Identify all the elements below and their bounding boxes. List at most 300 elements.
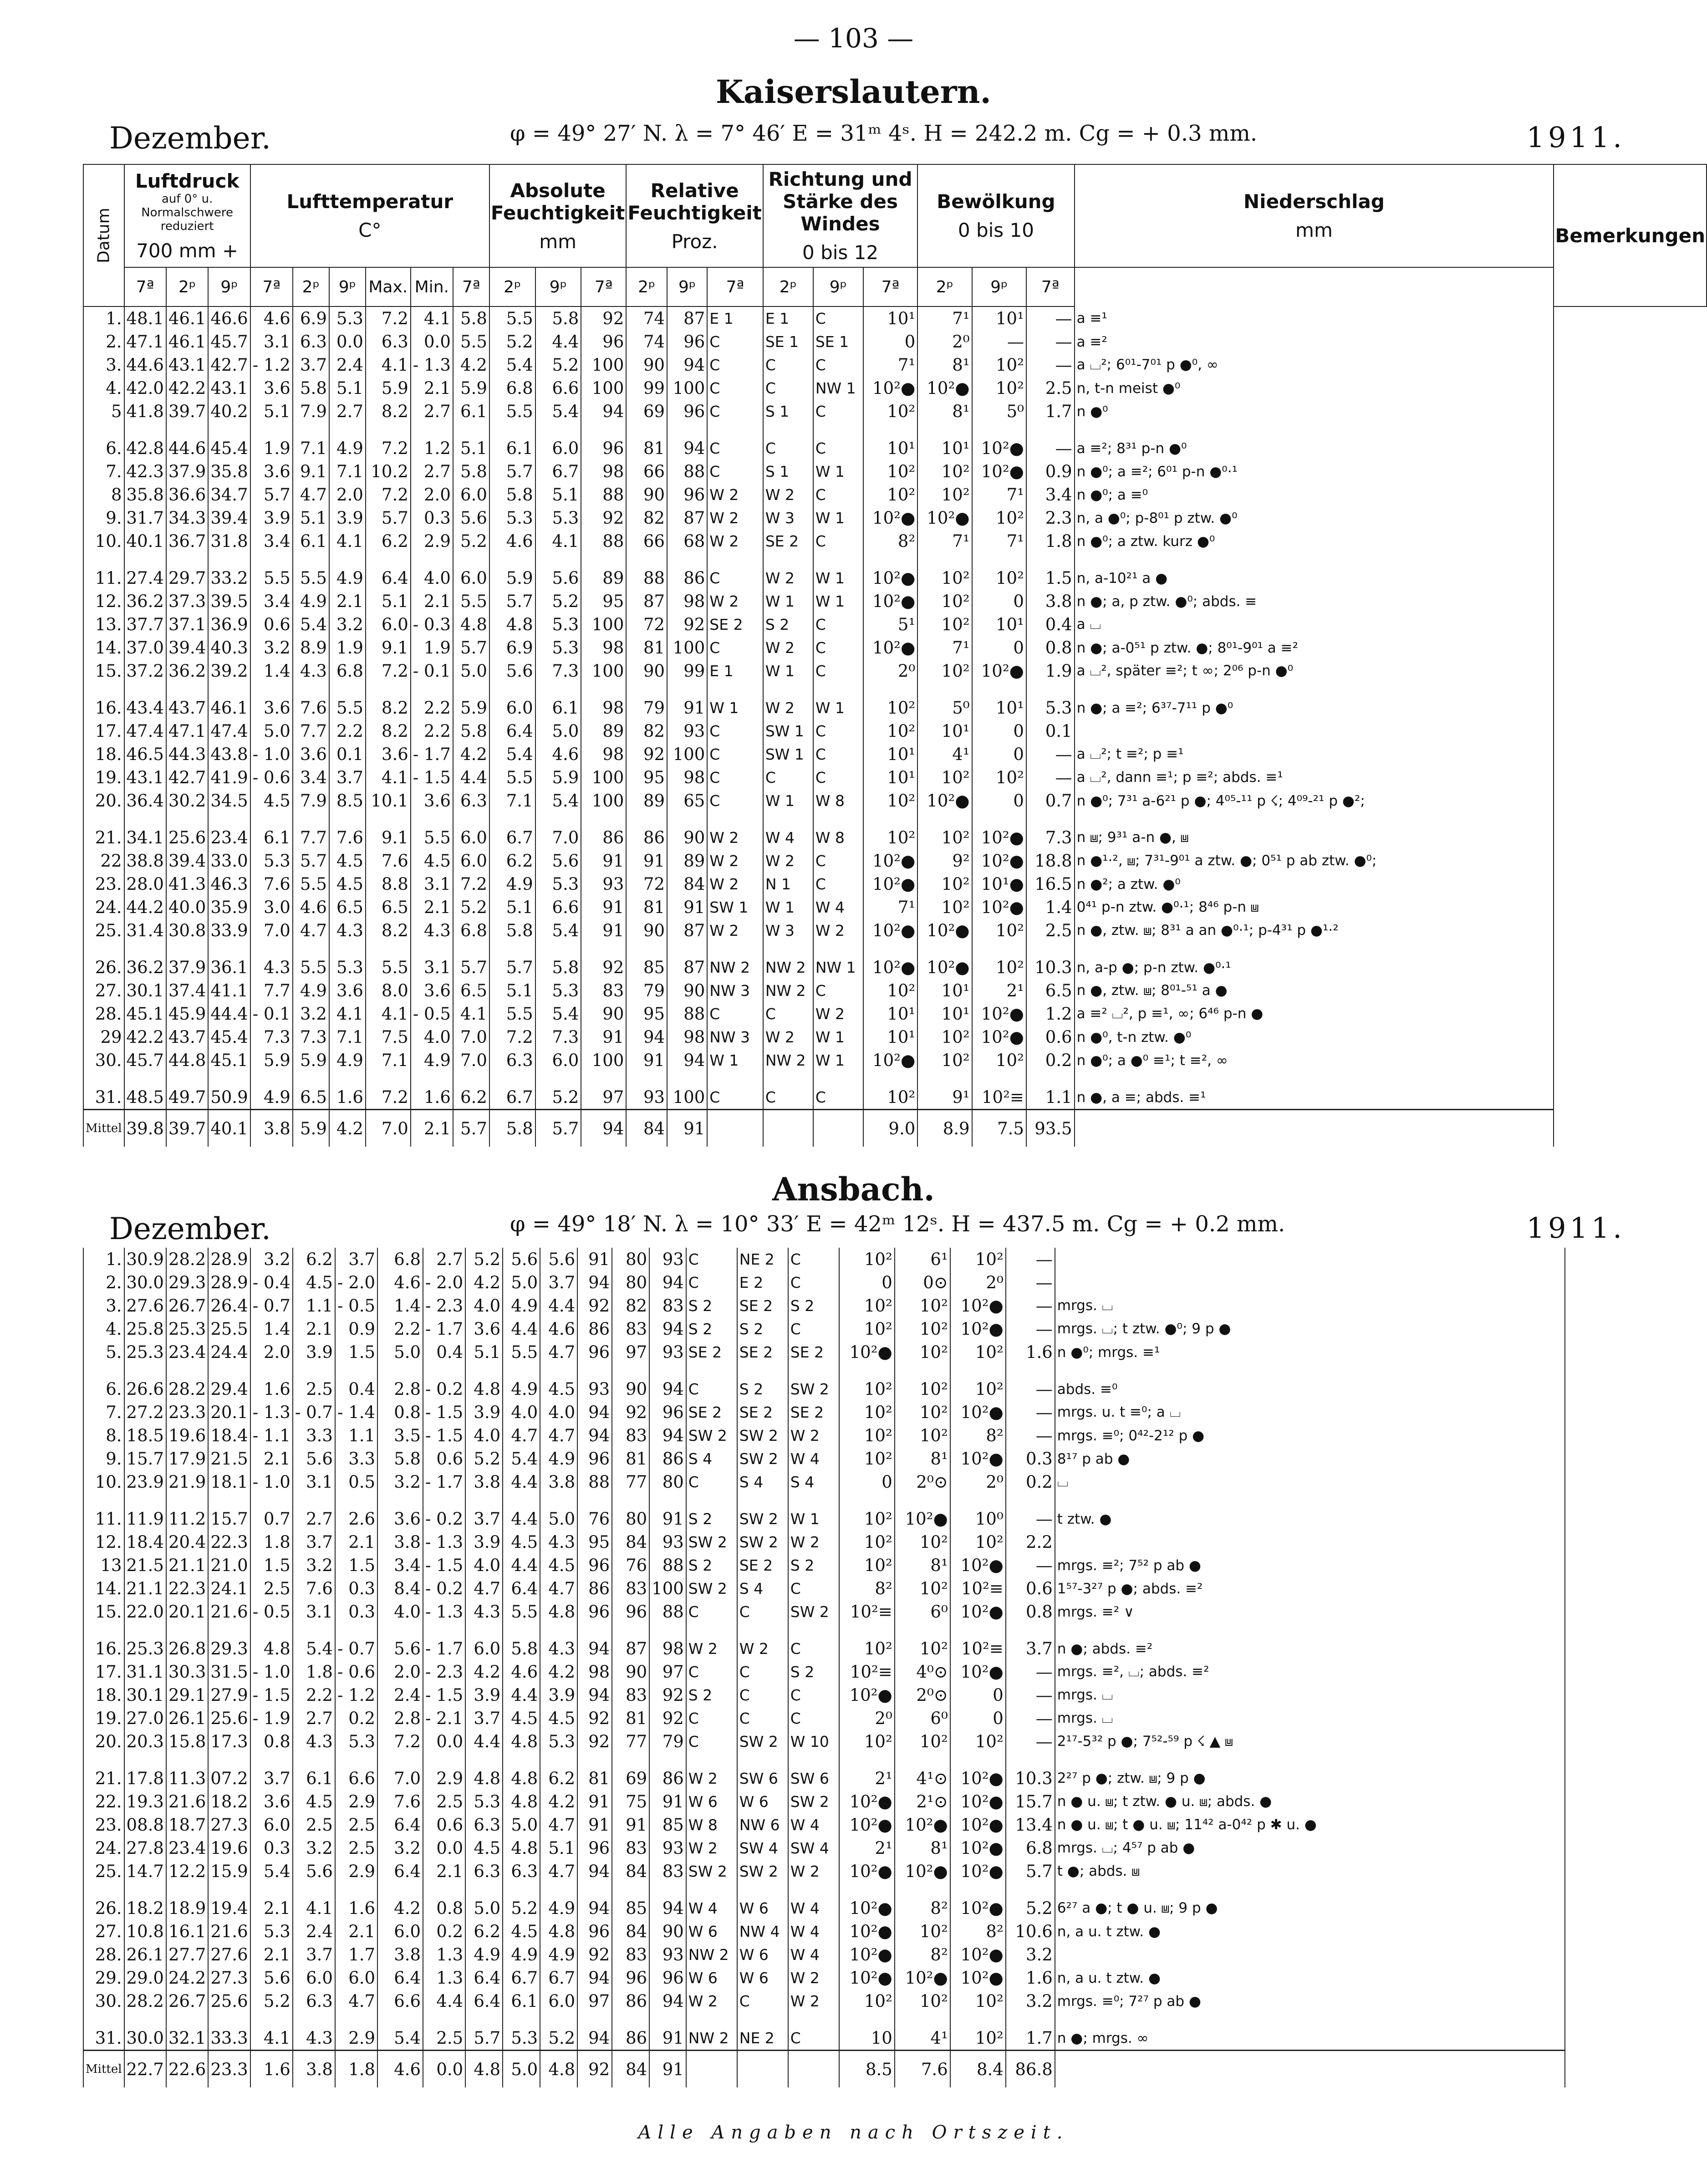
group-title: Bewölkung — [937, 190, 1055, 213]
table-cell: C — [813, 766, 863, 789]
table-cell: 86 — [612, 2026, 649, 2051]
table-cell: 7. — [83, 460, 124, 483]
table-cell: 4.3 — [411, 919, 453, 942]
table-cell: C — [686, 1271, 737, 1294]
table-cell: 10.6 — [1006, 1920, 1055, 1943]
spacer-cell — [788, 1883, 839, 1897]
table-cell: 5.8 — [535, 956, 581, 979]
table-cell: 21.9 — [166, 1470, 208, 1494]
table-cell: 66 — [626, 530, 667, 553]
table-cell: 5.7 — [489, 590, 535, 613]
table-cell: 88 — [626, 566, 667, 590]
table-cell: W 1 — [707, 696, 763, 719]
table-cell: 5.2 — [1006, 1897, 1055, 1920]
table-cell: 91 — [649, 1790, 686, 1813]
table-cell: W 2 — [737, 1637, 788, 1660]
table-cell: 5.5 — [411, 826, 453, 849]
table-cell: 4.4 — [453, 766, 489, 789]
table-cell: 18. — [83, 743, 124, 766]
table-cell: 3.6 — [250, 1790, 293, 1813]
table-cell: 90 — [667, 979, 707, 1002]
table-cell: 6.4 — [465, 1966, 503, 1990]
table-cell: 1.6 — [411, 1086, 453, 1110]
spacer-cell — [612, 1753, 649, 1767]
table-cell: 4.5 — [293, 1790, 335, 1813]
table-cell: 6.1 — [293, 530, 329, 553]
spacer-cell — [489, 553, 535, 566]
mittel-label: Mittel — [83, 1110, 124, 1147]
table-cell: W 2 — [686, 1767, 737, 1790]
table-cell: 89 — [581, 719, 626, 743]
table-cell: 9.1 — [366, 826, 411, 849]
table-cell: 5.5 — [293, 956, 329, 979]
table-cell: 10²● — [950, 1600, 1006, 1623]
table-cell: 4.9 — [503, 1294, 540, 1317]
table-cell: 1.1 — [335, 1424, 377, 1447]
table-cell: 10. — [83, 1470, 124, 1494]
table-cell: 7.6 — [377, 1790, 423, 1813]
table-cell: 100 — [581, 613, 626, 636]
table-cell: 83 — [612, 1424, 649, 1447]
table-cell: C — [707, 743, 763, 766]
table-cell: n ● u. ⩏; t ztw. ● u. ⩏; abds. ● — [1055, 1790, 1565, 1813]
table-row — [83, 1660, 1565, 1684]
table-cell: 30.3 — [166, 1660, 208, 1684]
table-cell: 10² — [863, 696, 917, 719]
spacer-cell — [763, 812, 813, 826]
spacer-cell — [535, 942, 581, 956]
spacer-cell — [250, 423, 293, 437]
table-cell: 7.2 — [377, 1730, 423, 1753]
table-cell: SE 2 — [737, 1294, 788, 1317]
table-cell: 10² — [895, 1294, 950, 1317]
spacer-cell — [208, 1753, 250, 1767]
table-cell: 95 — [626, 1002, 667, 1026]
spacer-cell — [293, 1364, 335, 1378]
table-cell: 5.6 — [535, 566, 581, 590]
table-cell: 10²● — [950, 1401, 1006, 1424]
table-row — [83, 1447, 1565, 1470]
table-row — [83, 1707, 1565, 1730]
table-cell: 10² — [839, 1531, 895, 1554]
table-cell: 5.4 — [489, 353, 535, 377]
table-cell: 5.6 — [377, 1637, 423, 1660]
table-cell: SE 2 — [788, 1341, 839, 1364]
table-cell: 30.2 — [166, 789, 208, 812]
table-cell: 6.0 — [453, 826, 489, 849]
table-cell: 28.2 — [166, 1378, 208, 1401]
table-cell: 3.3 — [293, 1424, 335, 1447]
table-cell: 10²● — [972, 826, 1026, 849]
spacer-cell — [250, 1623, 293, 1637]
spacer-cell — [649, 1494, 686, 1507]
table-cell: 7¹ — [917, 530, 972, 553]
table-cell: 1.6 — [329, 1086, 366, 1110]
table-cell: 96 — [577, 1341, 612, 1364]
table-cell: 11.3 — [166, 1767, 208, 1790]
table-row — [83, 1730, 1565, 1753]
table-row — [83, 1684, 1565, 1707]
table-cell: 0.6 — [250, 613, 293, 636]
table-cell: 19. — [83, 1707, 124, 1730]
page-number: — 103 — — [793, 23, 914, 54]
spacer-cell — [788, 1623, 839, 1637]
table-cell: 0.2 — [423, 1920, 465, 1943]
table-cell: 8² — [839, 1577, 895, 1600]
table-cell: 81 — [612, 1447, 649, 1470]
table-cell: 10² — [839, 1294, 895, 1317]
table-cell: 94 — [577, 1271, 612, 1294]
table-cell: 2⁰ — [950, 1271, 1006, 1294]
table-cell: n, t-n meist ●⁰ — [1075, 377, 1554, 400]
table-row — [83, 353, 1707, 377]
table-cell: - 0.7 — [250, 1294, 293, 1317]
table-row — [83, 719, 1707, 743]
table-row — [83, 2026, 1565, 2051]
table-cell: 5.6 — [540, 1248, 577, 1271]
mittel-cell: 91 — [649, 2051, 686, 2088]
table-cell: 10² — [839, 1378, 895, 1401]
table-cell: — — [1006, 1317, 1055, 1341]
table-cell: 2⁰ — [950, 1470, 1006, 1494]
table-cell: 5.4 — [503, 1447, 540, 1470]
table-cell: 5.5 — [453, 590, 489, 613]
table-cell: 6.1 — [535, 696, 581, 719]
spacer-cell — [250, 1494, 293, 1507]
table-cell: 75 — [612, 1790, 649, 1813]
table-cell: 92 — [667, 613, 707, 636]
table-cell: 31.8 — [208, 530, 250, 553]
table-cell: 5.5 — [366, 956, 411, 979]
spacer-cell — [124, 1364, 166, 1378]
table-cell: n ●, a ≡; abds. ≡¹ — [1075, 1086, 1554, 1110]
spacer-cell — [917, 942, 972, 956]
table-cell: 25.8 — [124, 1317, 166, 1341]
spacer-cell — [366, 942, 411, 956]
table-cell: 1.1 — [1026, 1086, 1075, 1110]
spacer-cell — [166, 942, 208, 956]
table-cell: C — [763, 437, 813, 460]
spacer-cell — [377, 1364, 423, 1378]
spacer-cell — [208, 942, 250, 956]
table-cell: 98 — [581, 460, 626, 483]
table-cell: - 0.5 — [335, 1294, 377, 1317]
table-cell: 2¹ — [839, 1837, 895, 1860]
group-title: Luftdruck — [135, 170, 239, 192]
table-cell: 91 — [626, 849, 667, 873]
table-cell: 6.3 — [489, 1049, 535, 1072]
spacer-cell — [917, 812, 972, 826]
table-cell: 5.4 — [250, 1860, 293, 1883]
table-cell: 30.0 — [124, 2026, 166, 2051]
table-cell: 88 — [649, 1600, 686, 1623]
table-cell: — — [1026, 437, 1075, 460]
table-cell: — — [1006, 1507, 1055, 1531]
subcol-header: 2ᵖ — [763, 267, 813, 306]
table-cell: W 6 — [686, 1920, 737, 1943]
table-cell: SW 4 — [788, 1837, 839, 1860]
subcol-header: 2ᵖ — [166, 267, 208, 306]
table-cell: 3.9 — [465, 1684, 503, 1707]
table-cell: 31.7 — [124, 506, 166, 530]
table-cell: 10² — [895, 1577, 950, 1600]
table-cell: 5.4 — [293, 1637, 335, 1660]
spacer-cell — [366, 812, 411, 826]
spacer-cell — [1055, 2013, 1565, 2026]
table-cell: 4.5 — [540, 1554, 577, 1577]
table-cell: W 2 — [788, 1531, 839, 1554]
spacer-cell — [540, 1364, 577, 1378]
table-cell: 94 — [577, 1401, 612, 1424]
table-row — [83, 460, 1707, 483]
table-cell: 0.0 — [423, 1730, 465, 1753]
table-cell: 4.3 — [293, 1730, 335, 1753]
table-cell: 5.5 — [489, 1002, 535, 1026]
table-cell: 30. — [83, 1990, 124, 2013]
table-cell: 3.4 — [1026, 483, 1075, 506]
table-cell: 0 — [972, 636, 1026, 659]
table-cell: 93 — [667, 719, 707, 743]
table-cell: 2¹⊙ — [895, 1790, 950, 1813]
table-row — [83, 1507, 1565, 1531]
table-cell: 7¹ — [917, 306, 972, 330]
table-cell: C — [737, 1990, 788, 2013]
table-cell: 39.5 — [208, 590, 250, 613]
mittel-cell: 1.6 — [250, 2051, 293, 2088]
station-title: Ansbach. — [772, 1170, 935, 1208]
table-cell: 1.3 — [423, 1943, 465, 1966]
table-cell: 5.4 — [377, 2026, 423, 2051]
table-cell: 79 — [626, 696, 667, 719]
table-cell: 4.1 — [411, 306, 453, 330]
table-cell: 8.2 — [366, 400, 411, 423]
table-cell: 83 — [612, 1684, 649, 1707]
table-cell: 36.2 — [124, 956, 166, 979]
table-cell: 18.9 — [166, 1897, 208, 1920]
table-cell: t ztw. ● — [1055, 1507, 1565, 1531]
table-cell: 5.1 — [535, 483, 581, 506]
table-cell: 10²● — [950, 1966, 1006, 1990]
table-cell: 2²⁷ p ●; ztw. ⩏; 9 p ● — [1055, 1767, 1565, 1790]
table-cell: SE 2 — [788, 1401, 839, 1424]
table-cell: SE 2 — [707, 613, 763, 636]
table-cell: 3.8 — [540, 1470, 577, 1494]
spacer-cell — [737, 1753, 788, 1767]
table-cell: 5.3 — [535, 979, 581, 1002]
spacer-cell — [788, 2013, 839, 2026]
table-cell: 43.4 — [124, 696, 166, 719]
table-cell: 3.8 — [465, 1470, 503, 1494]
table-row — [83, 437, 1707, 460]
table-cell: 36.1 — [208, 956, 250, 979]
table-cell: 24. — [83, 896, 124, 919]
table-cell: 7.6 — [293, 696, 329, 719]
table-cell: 23.4 — [208, 826, 250, 849]
table-cell: 3.2 — [377, 1470, 423, 1494]
table-cell: S 2 — [737, 1378, 788, 1401]
subcol-header: 7ª — [581, 267, 626, 306]
table-cell: 5.3 — [535, 636, 581, 659]
table-cell: n ●⁰; a ●⁰ ≡¹; t ≡², ∞ — [1075, 1049, 1554, 1072]
spacer-cell — [423, 1364, 465, 1378]
table-cell: 10¹ — [917, 437, 972, 460]
table-cell: 100 — [649, 1577, 686, 1600]
table-cell: - 1.2 — [335, 1684, 377, 1707]
spacer-cell — [895, 1364, 950, 1378]
table-cell: 99 — [667, 659, 707, 683]
table-cell: 46.1 — [166, 330, 208, 353]
table-cell: 41.3 — [166, 873, 208, 896]
table-cell: 99 — [626, 377, 667, 400]
table-cell: 19.6 — [166, 1424, 208, 1447]
table-cell: 7.3 — [1026, 826, 1075, 849]
spacer-cell — [166, 1623, 208, 1637]
table-cell: 10²● — [917, 506, 972, 530]
spacer-cell — [250, 2013, 293, 2026]
month-label: Dezember. — [109, 121, 271, 156]
table-cell: a ⌴², später ≡²; t ∞; 2⁰⁶ p-n ●⁰ — [1075, 659, 1554, 683]
table-cell: 21.6 — [208, 1600, 250, 1623]
table-cell: W 2 — [707, 483, 763, 506]
group-title: Relative Feuchtigkeit — [627, 179, 762, 224]
table-cell: 65 — [667, 789, 707, 812]
table-cell: — — [1006, 1707, 1055, 1730]
table-cell: W 2 — [707, 826, 763, 849]
table-cell: NW 3 — [707, 1026, 763, 1049]
table-cell: 3.9 — [465, 1401, 503, 1424]
table-cell: 40.3 — [208, 636, 250, 659]
table-cell: 10²≡ — [972, 1086, 1026, 1110]
table-cell: 4.9 — [540, 1943, 577, 1966]
table-cell: 0.3 — [335, 1577, 377, 1600]
table-cell: 31.4 — [124, 919, 166, 942]
table-cell: 92 — [577, 1294, 612, 1317]
spacer-cell — [465, 2013, 503, 2026]
spacer-cell — [208, 1883, 250, 1897]
table-cell: S 2 — [788, 1554, 839, 1577]
table-cell: 6.0 — [535, 437, 581, 460]
table-cell: 47.4 — [208, 719, 250, 743]
table-cell: 0.8 — [1026, 636, 1075, 659]
spacer-cell — [581, 812, 626, 826]
table-cell: 18.2 — [124, 1897, 166, 1920]
mittel-cell: 91 — [667, 1110, 707, 1147]
table-cell: 1.6 — [250, 1378, 293, 1401]
table-cell: NW 2 — [686, 2026, 737, 2051]
table-cell: 6.1 — [293, 1767, 335, 1790]
spacer-cell — [423, 1623, 465, 1637]
group-title: Absolute Feuchtigkeit — [490, 179, 625, 224]
table-cell: — — [1026, 766, 1075, 789]
table-cell: 10²● — [839, 1684, 895, 1707]
table-cell: 5.4 — [535, 919, 581, 942]
spacer-cell — [293, 553, 329, 566]
spacer-cell — [124, 812, 166, 826]
spacer-cell — [293, 1883, 335, 1897]
spacer-cell — [626, 683, 667, 696]
table-cell: 93 — [581, 873, 626, 896]
table-cell: 2.5 — [293, 1813, 335, 1837]
table-cell: 4.1 — [250, 2026, 293, 2051]
table-row — [83, 1271, 1565, 1294]
table-cell: 2.2 — [329, 719, 366, 743]
table-cell: 6²⁷ a ●; t ● u. ⩏; 9 p ● — [1055, 1897, 1565, 1920]
table-cell: 86 — [577, 1317, 612, 1341]
table-cell: W 2 — [707, 873, 763, 896]
table-cell: W 6 — [737, 1790, 788, 1813]
table-cell: 37.3 — [166, 590, 208, 613]
table-cell: 68 — [667, 530, 707, 553]
table-cell: 3.1 — [293, 1600, 335, 1623]
mittel-cell: 92 — [577, 2051, 612, 2088]
table-cell: 28.9 — [208, 1248, 250, 1271]
table-cell: 84 — [612, 1860, 649, 1883]
spacer-cell — [335, 1883, 377, 1897]
spacer-cell — [813, 423, 863, 437]
table-cell: 3.7 — [293, 1531, 335, 1554]
spacer-cell — [581, 423, 626, 437]
table-cell: 77 — [612, 1470, 649, 1494]
table-cell: 29.4 — [208, 1378, 250, 1401]
table-cell: 4.8 — [540, 1920, 577, 1943]
spacer-cell — [377, 1494, 423, 1507]
table-cell: 10¹ — [863, 1002, 917, 1026]
spacer-cell — [250, 1883, 293, 1897]
table-cell: 72 — [626, 613, 667, 636]
table-cell: W 1 — [763, 590, 813, 613]
table-cell: 94 — [649, 1378, 686, 1401]
table-cell: NW 2 — [763, 979, 813, 1002]
table-cell: 2.5 — [423, 1790, 465, 1813]
table-cell: 23. — [83, 873, 124, 896]
table-cell: 39.2 — [208, 659, 250, 683]
table-cell: 5.8 — [489, 919, 535, 942]
table-cell: 0.0 — [329, 330, 366, 353]
table-cell: 2¹ — [972, 979, 1026, 1002]
table-cell: 0.8 — [1006, 1600, 1055, 1623]
spacer-cell — [612, 2013, 649, 2026]
table-cell: SE 2 — [763, 530, 813, 553]
table-cell: 4.1 — [329, 1002, 366, 1026]
table-cell: 5.1 — [250, 400, 293, 423]
spacer-cell — [863, 423, 917, 437]
table-cell: 28.2 — [124, 1990, 166, 2013]
table-cell: 6.8 — [377, 1248, 423, 1271]
table-cell: 91 — [667, 696, 707, 719]
table-cell: 26.7 — [166, 1990, 208, 2013]
table-cell: 20.3 — [124, 1730, 166, 1753]
table-cell: 10² — [895, 1378, 950, 1401]
table-cell: 10²● — [863, 1049, 917, 1072]
table-cell: 46.3 — [208, 873, 250, 896]
table-cell: 10² — [895, 1401, 950, 1424]
table-cell: 17. — [83, 1660, 124, 1684]
table-cell: 1.9 — [1026, 659, 1075, 683]
table-cell: 8² — [863, 530, 917, 553]
table-cell: 7.2 — [366, 659, 411, 683]
table-cell: SW 1 — [763, 743, 813, 766]
table-cell: W 6 — [686, 1966, 737, 1990]
table-cell: 44.2 — [124, 896, 166, 919]
table-cell: 26.8 — [166, 1637, 208, 1660]
table-cell: - 0.7 — [335, 1637, 377, 1660]
table-cell: 42.7 — [208, 353, 250, 377]
subcol-header: 7ª — [1026, 267, 1075, 306]
spacer-cell — [124, 1494, 166, 1507]
table-cell: 5.2 — [535, 1086, 581, 1110]
spacer-cell — [667, 423, 707, 437]
table-cell: 10² — [863, 979, 917, 1002]
